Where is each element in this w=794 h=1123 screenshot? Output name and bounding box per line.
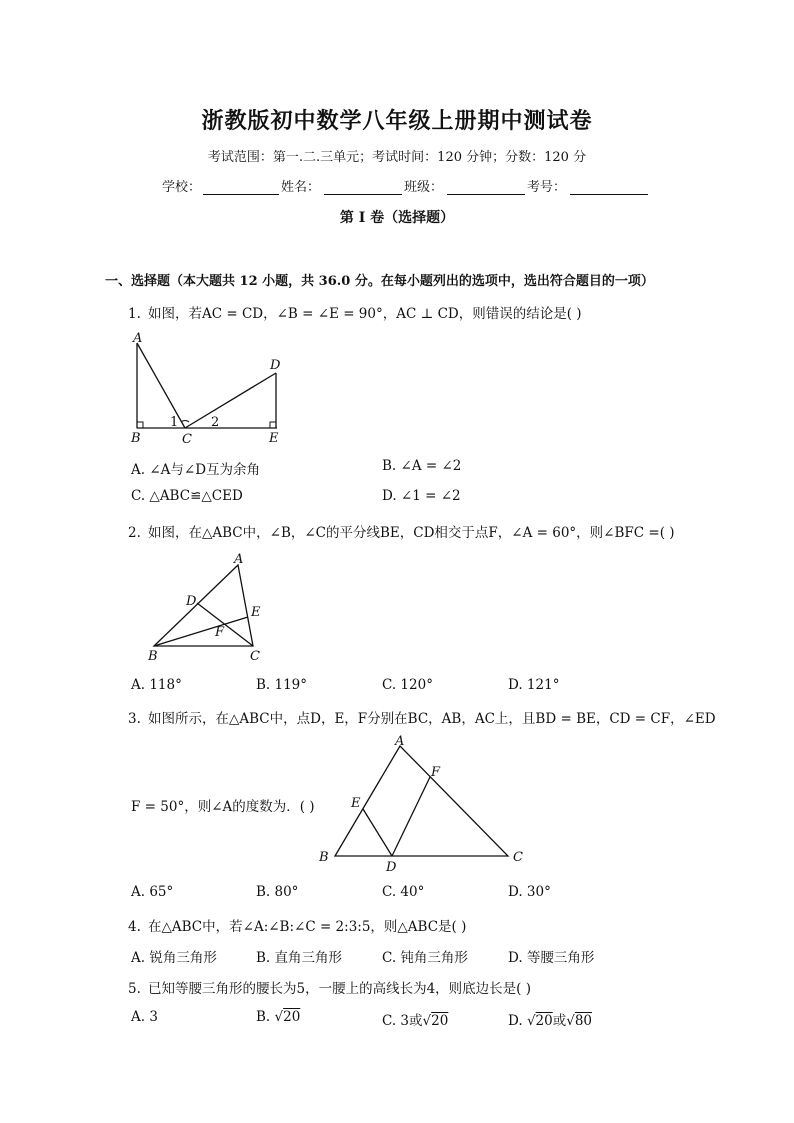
sqrt-radicand: 20 [535, 1013, 553, 1029]
q1-option-c[interactable]: C. △ABC≌△CED [131, 488, 243, 504]
class-label: 班级： [404, 180, 444, 195]
sqrt-radicand: 20 [431, 1013, 449, 1029]
q5-option-d[interactable]: D. √20或√80 [508, 1013, 593, 1029]
exam-info: 考试范围：第一.二.三单元；考试时间：120 分钟；分数：120 分 [207, 150, 587, 165]
label-D: D [270, 358, 281, 373]
label-C: C [513, 850, 523, 865]
question-stem-line1: 如图所示，在△ABC中，点D，E，F分别在BC，AB，AC上，且BD = BE，CD = CF，∠ED [148, 711, 716, 727]
label-D: D [386, 860, 397, 873]
option-letter: B. [256, 1009, 275, 1025]
question-number: 1. [128, 306, 141, 322]
question-stem: 如图，若AC = CD，∠B = ∠E = 90°，AC ⊥ CD，则错误的结论是( ) [148, 306, 582, 322]
q5-option-b[interactable]: B. √20 [256, 1009, 301, 1025]
sqrt-radicand: 20 [283, 1009, 301, 1025]
school-blank[interactable] [203, 181, 279, 195]
label-B: B [148, 649, 158, 664]
exam-number-blank[interactable] [570, 181, 648, 195]
q2-option-d[interactable]: D. 121° [508, 677, 560, 693]
name-label: 姓名： [281, 180, 321, 195]
label-A: A [234, 552, 244, 567]
question-1 [128, 302, 582, 322]
q3-option-a[interactable]: A. 65° [131, 884, 174, 900]
question-3-stem-line2: F = 50°，则∠A的度数为．( ) [131, 799, 315, 815]
student-fields [162, 176, 650, 195]
q5-option-a[interactable]: A. 3 [131, 1009, 158, 1025]
question-stem: 如图，在△ABC中，∠B，∠C的平分线BE，CD相交于点F，∠A = 60°，则∠BFC =( ) [148, 525, 675, 541]
q3-option-c[interactable]: C. 40° [382, 884, 425, 900]
question-4 [128, 915, 466, 935]
school-label: 学校： [162, 180, 202, 195]
label-E: E [251, 605, 261, 620]
label-C: C [250, 649, 260, 664]
label-B: B [319, 850, 329, 865]
label-A: A [395, 734, 405, 749]
label-F: F [431, 765, 441, 780]
q4-option-a[interactable]: A. 锐角三角形 [131, 950, 217, 966]
question-5 [128, 977, 531, 997]
question-stem: 已知等腰三角形的腰长为5，一腰上的高线长为4，则底边长是( ) [148, 981, 532, 997]
figure-q1 [125, 330, 295, 448]
question-number: 5. [128, 981, 141, 997]
q3-option-d[interactable]: D. 30° [508, 884, 551, 900]
question-2 [128, 521, 675, 541]
figure-q2 [140, 550, 280, 665]
label-D: D [186, 594, 197, 609]
figure-q3 [313, 733, 533, 873]
label-E: E [269, 431, 279, 446]
q5-option-c[interactable]: C. 3或√20 [382, 1013, 449, 1029]
question-3 [128, 707, 716, 727]
label-E: E [351, 796, 361, 811]
q4-option-b[interactable]: B. 直角三角形 [256, 950, 343, 966]
q4-option-d[interactable]: D. 等腰三角形 [508, 950, 595, 966]
exam-number-label: 考号： [527, 180, 567, 195]
question-number: 2. [128, 525, 141, 541]
option-letter: D. [508, 1013, 527, 1029]
label-C: C [182, 432, 192, 447]
q2-option-c[interactable]: C. 120° [382, 677, 433, 693]
q1-option-b[interactable]: B. ∠A = ∠2 [382, 458, 462, 474]
q2-option-b[interactable]: B. 119° [256, 677, 308, 693]
question-stem: 在△ABC中，若∠A:∠B:∠C = 2:3:5，则△ABC是( ) [148, 919, 467, 935]
q2-option-a[interactable]: A. 118° [131, 677, 182, 693]
label-2: 2 [211, 415, 220, 430]
label-1: 1 [170, 415, 179, 430]
q4-option-c[interactable]: C. 钝角三角形 [382, 950, 468, 966]
sqrt-radicand: 80 [574, 1013, 593, 1029]
question-number: 3. [128, 711, 141, 727]
volume-heading: 第 I 卷（选择题） [339, 210, 455, 226]
page-title: 浙教版初中数学八年级上册期中测试卷 [201, 108, 593, 134]
or-text: 或 [552, 1013, 567, 1029]
q1-option-a[interactable]: A. ∠A与∠D互为余角 [131, 462, 261, 478]
name-blank[interactable] [324, 181, 402, 195]
question-number: 4. [128, 919, 141, 935]
q3-option-b[interactable]: B. 80° [256, 884, 299, 900]
option-letter: C. 3或 [382, 1013, 423, 1029]
label-F: F [215, 625, 225, 640]
class-blank[interactable] [447, 181, 525, 195]
label-B: B [131, 431, 141, 446]
q1-option-d[interactable]: D. ∠1 = ∠2 [382, 488, 461, 504]
label-A: A [133, 331, 143, 346]
section-heading: 一、选择题（本大题共 12 小题，共 36.0 分。在每小题列出的选项中，选出符合题目的一项） [105, 274, 654, 289]
